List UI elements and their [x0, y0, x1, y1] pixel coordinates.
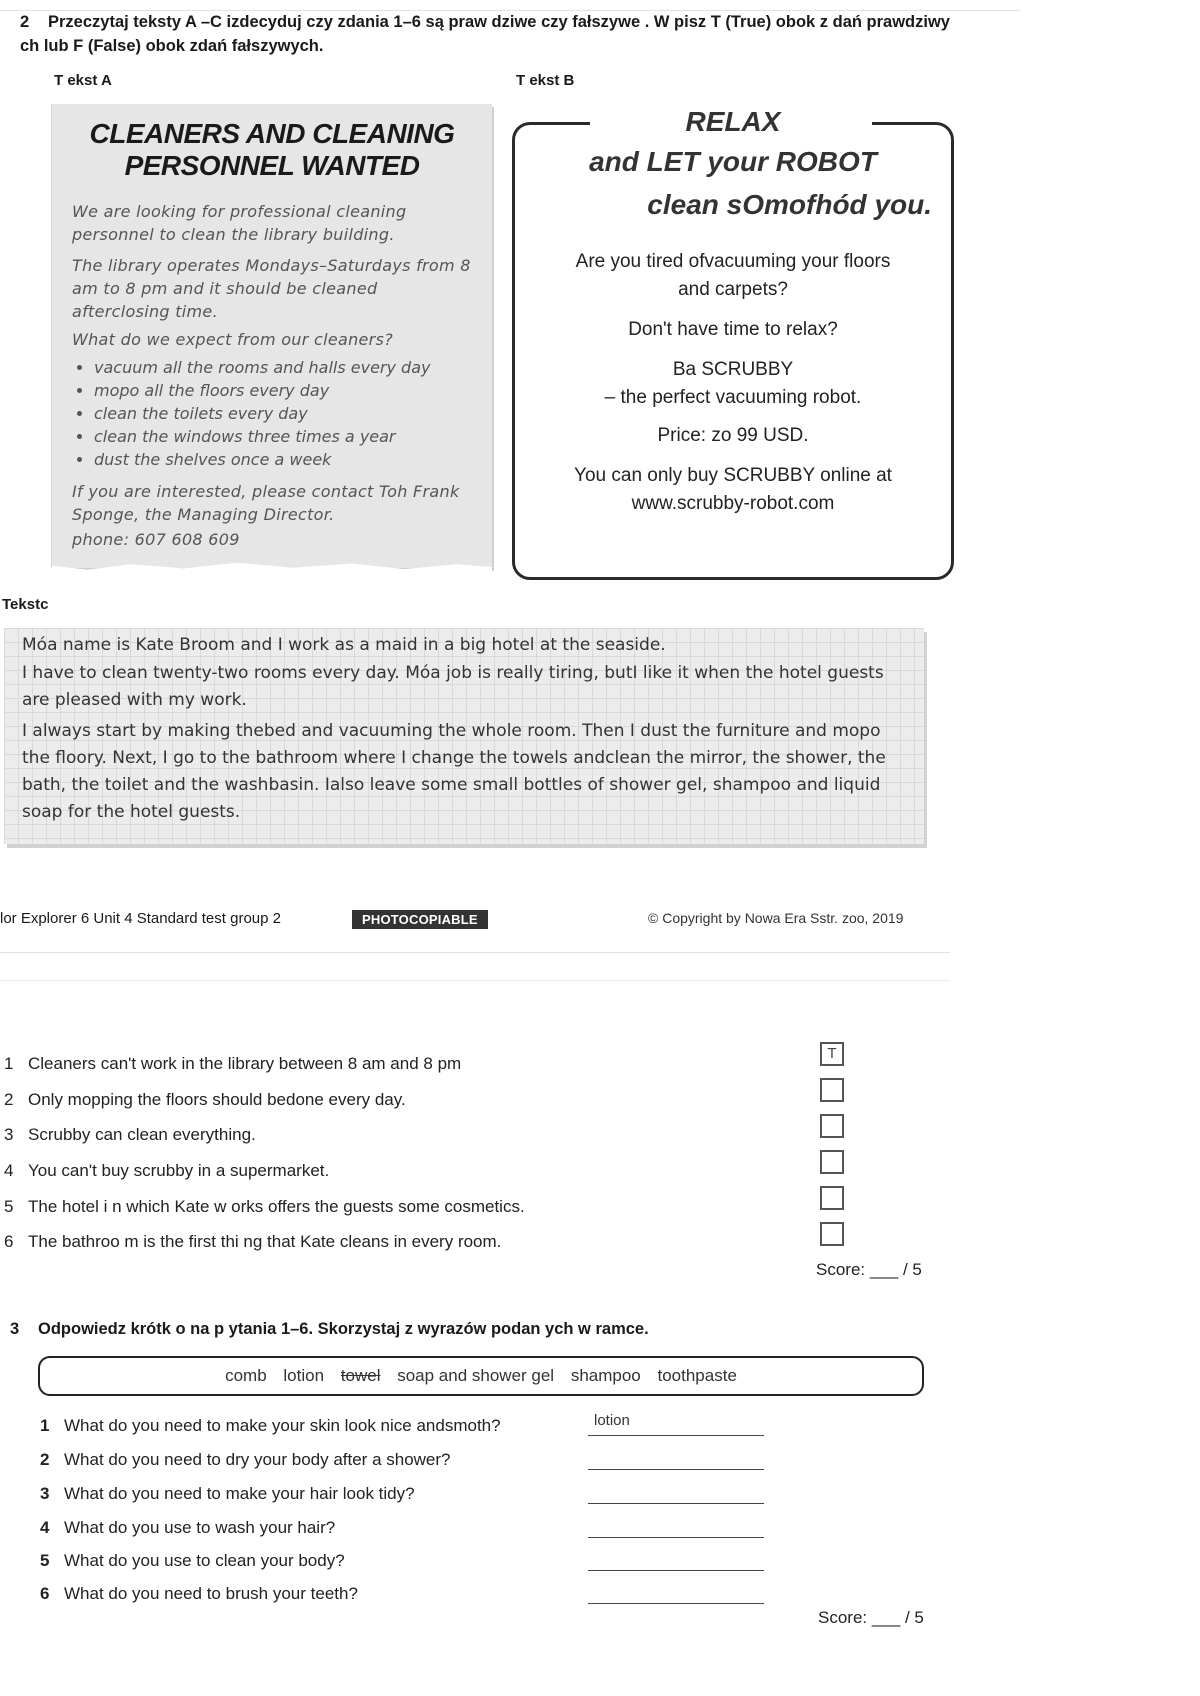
statement-row: [4, 1052, 784, 1076]
statement-text: The hotel i n which Kate w orks offers the guests some cosmetics.: [28, 1197, 525, 1216]
statement-number: 1: [4, 1054, 14, 1073]
notice-paragraph-1: We are looking for professional cleaning personnel to clean the library building.: [72, 202, 407, 244]
question-row: [40, 1414, 600, 1438]
answer-line[interactable]: [588, 1480, 764, 1504]
statement-number: 5: [4, 1197, 14, 1216]
question-row: [40, 1516, 600, 1540]
text-b-label: T ekst B: [516, 72, 575, 89]
answer-box[interactable]: [820, 1186, 844, 1210]
notice-title-line1: CLEANERS AND CLEANING: [89, 118, 455, 149]
answer-box[interactable]: [820, 1078, 844, 1102]
instruction-text: Przeczytaj teksty A –C izdecyduj czy zdania 1–6 są praw dziwe czy fałszywe . W pisz T (True) obok z dań prawdziwy ch lub F (False) obok zdań fałszywych.: [20, 13, 950, 55]
advert-url: www.scrubby-robot.com: [631, 493, 835, 514]
answer-box[interactable]: [820, 1222, 844, 1246]
word-bank-item: toothpaste: [657, 1366, 737, 1385]
list-item: • vacuum all the rooms and halls every day: [94, 356, 494, 379]
question-number: 3: [40, 1484, 50, 1503]
statement-row: [4, 1159, 784, 1183]
answer-box[interactable]: [820, 1114, 844, 1138]
question-row: [40, 1582, 600, 1606]
text-c-notepaper: [4, 628, 924, 844]
exercise-2-score: Score: ___ / 5: [816, 1260, 922, 1279]
question-number: 6: [40, 1584, 50, 1603]
question-number: 4: [40, 1518, 50, 1537]
copyright-text: © Copyright by Nowa Era Sstr. zoo, 2019: [648, 910, 904, 926]
advert-line: You can only buy SCRUBBY online at: [574, 465, 892, 486]
divider: [0, 980, 950, 981]
question-text: What do you use to clean your body?: [64, 1551, 345, 1570]
instruction-text: Odpowiedz krótk o na p ytania 1–6. Skorzystaj z wyrazów podan ych w ramce.: [38, 1320, 649, 1338]
advert-line: Ba SCRUBBY: [672, 359, 794, 380]
text-a-label: T ekst A: [54, 72, 112, 89]
statement-row: [4, 1195, 784, 1219]
notice-duties-list: [72, 356, 494, 471]
word-bank-item: lotion: [283, 1366, 325, 1385]
statement-text: The bathroo m is the first thi ng that Kate cleans in every room.: [28, 1232, 502, 1251]
answer-line[interactable]: [588, 1446, 764, 1470]
answer-line[interactable]: lotion: [588, 1412, 764, 1436]
footer-left: lor Explorer 6 Unit 4 Standard test group 2: [0, 910, 281, 927]
question-text: What do you use to wash your hair?: [64, 1518, 336, 1537]
advert-line: Don't have time to relax?: [628, 319, 838, 340]
question-row: [40, 1549, 600, 1573]
advert-heading-1: RELAX: [685, 106, 781, 137]
statement-text: Cleaners can't work in the library between 8 am and 8 pm: [28, 1054, 462, 1073]
advert-line: – the perfect vacuuming robot.: [604, 387, 862, 408]
statement-text: Scrubby can clean everything.: [28, 1125, 256, 1144]
list-item: • clean the windows three times a year: [94, 425, 494, 448]
statement-text: You can't buy scrubby in a supermarket.: [28, 1161, 330, 1180]
exercise-3-score: Score: ___ / 5: [818, 1608, 924, 1627]
question-number: 1: [40, 1416, 50, 1435]
statement-number: 2: [4, 1090, 14, 1109]
statement-number: 3: [4, 1125, 14, 1144]
word-bank-item: soap and shower gel: [397, 1366, 555, 1385]
advert-line: Price: zo 99 USD.: [657, 425, 809, 446]
notice-title-line2: PERSONNEL WANTED: [124, 150, 420, 181]
notice-phone: phone: 607 608 609: [72, 530, 240, 549]
statement-row: [4, 1088, 784, 1112]
text-c-paragraph-1: Móa name is Kate Broom and I work as a maid in a big hotel at the seaside.: [22, 635, 666, 655]
question-text: What do you need to brush your teeth?: [64, 1584, 358, 1603]
question-number: 5: [40, 1551, 50, 1570]
statement-row: [4, 1230, 784, 1254]
question-row: [40, 1448, 600, 1472]
question-number: 2: [40, 1450, 50, 1469]
advert-heading-2: and LET your ROBOT: [589, 146, 877, 177]
answer-box[interactable]: T: [820, 1042, 844, 1066]
exercise-2-instruction: [20, 10, 970, 58]
answer-box[interactable]: [820, 1150, 844, 1174]
list-item: • clean the toilets every day: [94, 402, 494, 425]
statement-row: [4, 1123, 784, 1147]
statement-text: Only mopping the floors should bedone every day.: [28, 1090, 406, 1109]
exercise-3-instruction: [10, 1320, 910, 1339]
exercise-number: 2: [20, 13, 30, 31]
question-text: What do you need to make your hair look tidy?: [64, 1484, 415, 1503]
text-c-paragraph-2: I have to clean twenty-two rooms every day. Móa job is really tiring, butI like it when the hotel guests are pleased with my work.: [22, 663, 884, 710]
list-item: • mopo all the floors every day: [94, 379, 494, 402]
advert-line: Are you tired ofvacuuming your floors: [575, 251, 891, 272]
list-item: • dust the shelves once a week: [94, 448, 494, 471]
answer-line[interactable]: [588, 1580, 764, 1604]
question-text: What do you need to dry your body after a shower?: [64, 1450, 451, 1469]
statement-number: 4: [4, 1161, 14, 1180]
word-bank: [38, 1356, 924, 1396]
answer-line[interactable]: [588, 1514, 764, 1538]
word-bank-item: towel: [340, 1366, 381, 1385]
page-footer: [0, 910, 960, 934]
notice-paragraph-3: What do we expect from our cleaners?: [72, 330, 393, 349]
question-text: What do you need to make your skin look nice andsmoth?: [64, 1416, 501, 1435]
notice-contact: If you are interested, please contact Toh Frank Sponge, the Managing Director.: [72, 482, 460, 524]
answer-line[interactable]: [588, 1547, 764, 1571]
text-c-paragraph-3: I always start by making thebed and vacuuming the whole room. Then I dust the furniture and mopo the floory. Next, I go to the bathroom where I change the towels andclean the mirror, the shower, the bath, the toilet and the washbasin. Ialso leave some small bottles of shower gel, shampoo and liquid soap for the hotel guests.: [22, 721, 886, 822]
question-row: [40, 1482, 600, 1506]
word-bank-item: comb: [225, 1366, 267, 1385]
notice-paragraph-2: The library operates Mondays–Saturdays from 8 am to 8 pm and it should be cleaned afterclosing time.: [72, 256, 471, 321]
advert-heading-3: clean sOmofhód you.: [647, 189, 932, 220]
exercise-number: 3: [10, 1320, 20, 1338]
statement-number: 6: [4, 1232, 14, 1251]
text-a-notice: [52, 104, 492, 568]
word-bank-item: shampoo: [570, 1366, 641, 1385]
divider: [0, 952, 950, 953]
advert-line: and carpets?: [678, 279, 788, 300]
photocopiable-badge: PHOTOCOPIABLE: [352, 910, 488, 929]
text-c-label: Tekstc: [2, 596, 49, 613]
